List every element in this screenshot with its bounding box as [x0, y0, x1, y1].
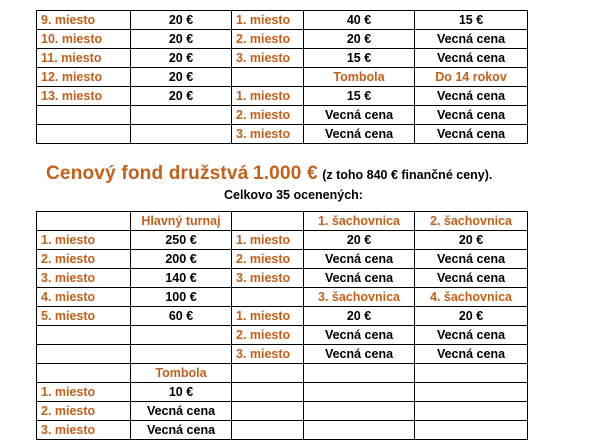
table-cell: 1. miesto	[232, 307, 304, 326]
table-cell	[232, 402, 304, 421]
table-row	[37, 345, 528, 364]
table-cell: Vecná cena	[304, 125, 415, 144]
table-cell	[415, 402, 528, 421]
table-cell: 20 €	[131, 49, 232, 68]
table-cell	[415, 421, 528, 440]
fund-amount: 1.000 €	[252, 163, 318, 184]
table-cell: 3. miesto	[37, 269, 131, 288]
table-cell	[37, 345, 131, 364]
table-cell	[232, 68, 304, 87]
table-cell: Vecná cena	[304, 106, 415, 125]
table-cell	[232, 421, 304, 440]
table-cell: Vecná cena	[415, 30, 528, 49]
table-cell	[304, 402, 415, 421]
table-row	[37, 402, 528, 421]
table-row	[37, 288, 528, 307]
table-cell: 2. miesto	[37, 250, 131, 269]
table-cell: 5. miesto	[37, 307, 131, 326]
prize-table-top	[36, 10, 528, 144]
table-cell: 3. miesto	[37, 421, 131, 440]
table-cell: 1. šachovnica	[304, 212, 415, 231]
table-cell: Vecná cena	[304, 326, 415, 345]
table-cell	[232, 364, 304, 383]
table-cell: 140 €	[131, 269, 232, 288]
table-cell: Vecná cena	[415, 345, 528, 364]
table-cell	[415, 383, 528, 402]
table-cell: Vecná cena	[131, 402, 232, 421]
table-cell: Vecná cena	[415, 49, 528, 68]
table-cell: 4. miesto	[37, 288, 131, 307]
table-cell: 15 €	[304, 87, 415, 106]
table-cell: 200 €	[131, 250, 232, 269]
table-cell: Vecná cena	[304, 269, 415, 288]
table-cell: 1. miesto	[232, 231, 304, 250]
table-cell	[131, 106, 232, 125]
table-cell: Vecná cena	[304, 250, 415, 269]
table-cell: 12. miesto	[37, 68, 131, 87]
table-cell: 2. šachovnica	[415, 212, 528, 231]
table-cell: 100 €	[131, 288, 232, 307]
table-cell: 15 €	[304, 49, 415, 68]
table-cell: Tombola	[304, 68, 415, 87]
table-cell	[131, 345, 232, 364]
table-cell	[131, 326, 232, 345]
table-row	[37, 307, 528, 326]
table-cell	[37, 106, 131, 125]
total-awarded: Celkovo 35 ocenených:	[224, 188, 363, 202]
fund-title: Cenový fond družstvá	[46, 163, 249, 184]
table-cell: 3. miesto	[232, 49, 304, 68]
table-cell: 20 €	[304, 307, 415, 326]
table-cell: 20 €	[304, 231, 415, 250]
table-cell	[37, 212, 131, 231]
table-cell: Tombola	[131, 364, 232, 383]
table-cell: 60 €	[131, 307, 232, 326]
table-cell: 13. miesto	[37, 87, 131, 106]
table-row	[37, 125, 528, 144]
table-cell	[131, 125, 232, 144]
table-cell: Hlavný turnaj	[131, 212, 232, 231]
table-cell: Vecná cena	[131, 421, 232, 440]
table-row	[37, 383, 528, 402]
table-cell: 2. miesto	[37, 402, 131, 421]
table-cell	[232, 383, 304, 402]
table-cell: Vecná cena	[304, 345, 415, 364]
table-row	[37, 269, 528, 288]
table-cell: 10 €	[131, 383, 232, 402]
table-cell: 4. šachovnica	[415, 288, 528, 307]
table-cell: 20 €	[131, 30, 232, 49]
table-cell: 1. miesto	[232, 11, 304, 30]
table-cell: 2. miesto	[232, 250, 304, 269]
table-cell	[304, 383, 415, 402]
team-prize-fund	[46, 163, 492, 185]
table-cell: 9. miesto	[37, 11, 131, 30]
table-row	[37, 11, 528, 30]
table-row	[37, 68, 528, 87]
table-cell: 10. miesto	[37, 30, 131, 49]
table-cell: 20 €	[304, 30, 415, 49]
table-cell	[304, 364, 415, 383]
table-row	[37, 30, 528, 49]
table-cell: 2. miesto	[232, 106, 304, 125]
table-cell: 1. miesto	[37, 383, 131, 402]
table-row	[37, 49, 528, 68]
table-cell: 250 €	[131, 231, 232, 250]
table-cell	[304, 421, 415, 440]
table-cell: 11. miesto	[37, 49, 131, 68]
prize-table-bottom	[36, 211, 528, 440]
table-cell: 20 €	[131, 87, 232, 106]
table-row	[37, 421, 528, 440]
table-cell: 1. miesto	[37, 231, 131, 250]
table-cell: 3. miesto	[232, 269, 304, 288]
table-row	[37, 364, 528, 383]
table-row	[37, 87, 528, 106]
table-cell: Vecná cena	[415, 106, 528, 125]
table-cell: 3. šachovnica	[304, 288, 415, 307]
table-cell	[37, 364, 131, 383]
table-cell: 2. miesto	[232, 326, 304, 345]
table-cell	[415, 364, 528, 383]
table-row	[37, 250, 528, 269]
table-row	[37, 106, 528, 125]
table-cell: 1. miesto	[232, 87, 304, 106]
table-cell	[232, 212, 304, 231]
table-cell: 20 €	[415, 307, 528, 326]
table-cell: Vecná cena	[415, 250, 528, 269]
table-row	[37, 212, 528, 231]
table-cell: Vecná cena	[415, 87, 528, 106]
table-cell: 2. miesto	[232, 30, 304, 49]
table-cell: Vecná cena	[415, 125, 528, 144]
table-cell: Vecná cena	[415, 326, 528, 345]
table-cell: 3. miesto	[232, 125, 304, 144]
table-cell: 3. miesto	[232, 345, 304, 364]
table-cell: Do 14 rokov	[415, 68, 528, 87]
table-row	[37, 231, 528, 250]
table-cell: 20 €	[131, 11, 232, 30]
table-row	[37, 326, 528, 345]
table-cell	[232, 288, 304, 307]
table-cell: 15 €	[415, 11, 528, 30]
table-cell: 20 €	[131, 68, 232, 87]
table-cell: Vecná cena	[415, 269, 528, 288]
table-cell: 40 €	[304, 11, 415, 30]
fund-note: (z toho 840 € finančné ceny).	[322, 168, 493, 182]
table-cell	[37, 125, 131, 144]
table-cell	[37, 326, 131, 345]
table-cell: 20 €	[415, 231, 528, 250]
